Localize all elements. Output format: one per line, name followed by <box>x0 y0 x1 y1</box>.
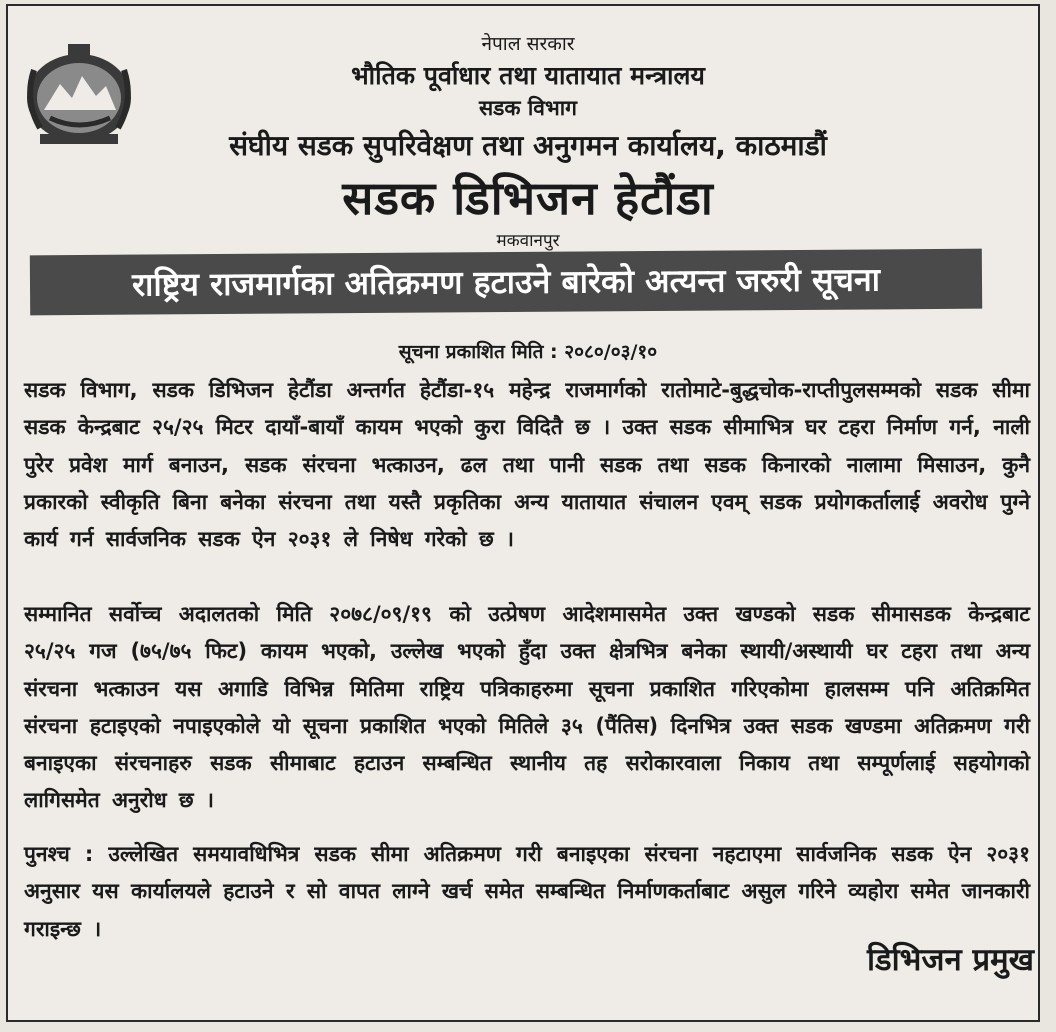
notice-title-banner: राष्ट्रिय राजमार्गका अतिक्रमण हटाउने बारेको अत्यन्त जरुरी सूचना <box>30 249 982 316</box>
published-date: सूचना प्रकाशित मिति : २०८०/०३/१० <box>398 341 658 363</box>
office-name: संघीय सडक सुपरिवेक्षण तथा अनुगमन कार्यालय, काठमाडौं <box>229 129 827 162</box>
division-name: सडक डिभिजन हेटौंडा <box>342 171 714 225</box>
notice-paragraph-1: सडक विभाग, सडक डिभिजन हेटौंडा अन्तर्गत हेटौंडा-१५ महेन्द्र राजमार्गको रातोमाटे-बुद्धचोक-राप्तीपुलसम्मको सडक सीमा सडक केन्द्रबाट २५/२५ मिटर दायाँ-बायाँ कायम भएको कुरा विदितै छ । उक्त सडक सीमाभित्र घर टहरा निर्माण गर्न, नाली पुरेर प्रवेश मार्ग बनाउन, सडक संरचना भत्काउन, ढल तथा पानी सडक तथा सडक किनारको नालामा मिसाउन, कुनै प्रकारको स्वीकृति बिना बनेका संरचना तथा यस्तै प्रकृतिका अन्य यातायात संचालन एवम् सडक प्रयोगकर्तालाई अवरोध पुग्ने कार्य गर्न सार्वजनिक सडक ऐन २०३१ ले निषेध गरेको छ । <box>24 378 1031 552</box>
signature-title: डिभिजन प्रमुख <box>867 942 1034 978</box>
government-name: नेपाल सरकार <box>481 33 575 55</box>
department-name: सडक विभाग <box>478 96 577 120</box>
ministry-name: भौतिक पूर्वाधार तथा यातायात मन्त्रालय <box>351 61 705 90</box>
district-name: मकवानपुर <box>496 231 560 251</box>
notice-paragraph-2: सम्मानित सर्वोच्च अदालतको मिति २०७८/०९/१९ को उत्प्रेषण आदेशमासमेत उक्त खण्डको सडक सीमासडक केन्द्रबाट २५/२५ गज (७५/७५ फिट) कायम भएको, उल्लेख भएको हुँदा उक्त क्षेत्रभित्र बनेका स्थायी/अस्थायी घर टहरा तथा अन्य संरचना भत्काउन यस अगाडि विभिन्न मितिमा राष्ट्रिय पत्रिकाहरुमा सूचना प्रकाशित गरिएकोमा हालसम्म पनि अतिक्रमित संरचना हटाइएको नपाइएकोले यो सूचना प्रकाशित भएको मितिले ३५ (पैंतिस) दिनभित्र उक्त सडक खण्डमा अतिक्रमण गरी बनाइएका संरचनाहरु सडक सीमाबाट हटाउन सम्बन्धित स्थानीय तह सरोकारवाला निकाय तथा सम्पूर्णलाई सहयोगको लागिसमेत अनुरोध छ । <box>24 602 1030 813</box>
notice-paragraph-3: पुनश्च : उल्लेखित समयावधिभित्र सडक सीमा अतिक्रमण गरी बनाइएका संरचना नहटाएमा सार्वजनिक सडक ऐन २०३१ अनुसार यस कार्यालयले हटाउने र सो वापत लाग्ने खर्च समेत सम्बन्धित निर्माणकर्ताबाट असुल गरिने व्यहोरा समेत जानकारी गराइन्छ । <box>24 842 1030 941</box>
